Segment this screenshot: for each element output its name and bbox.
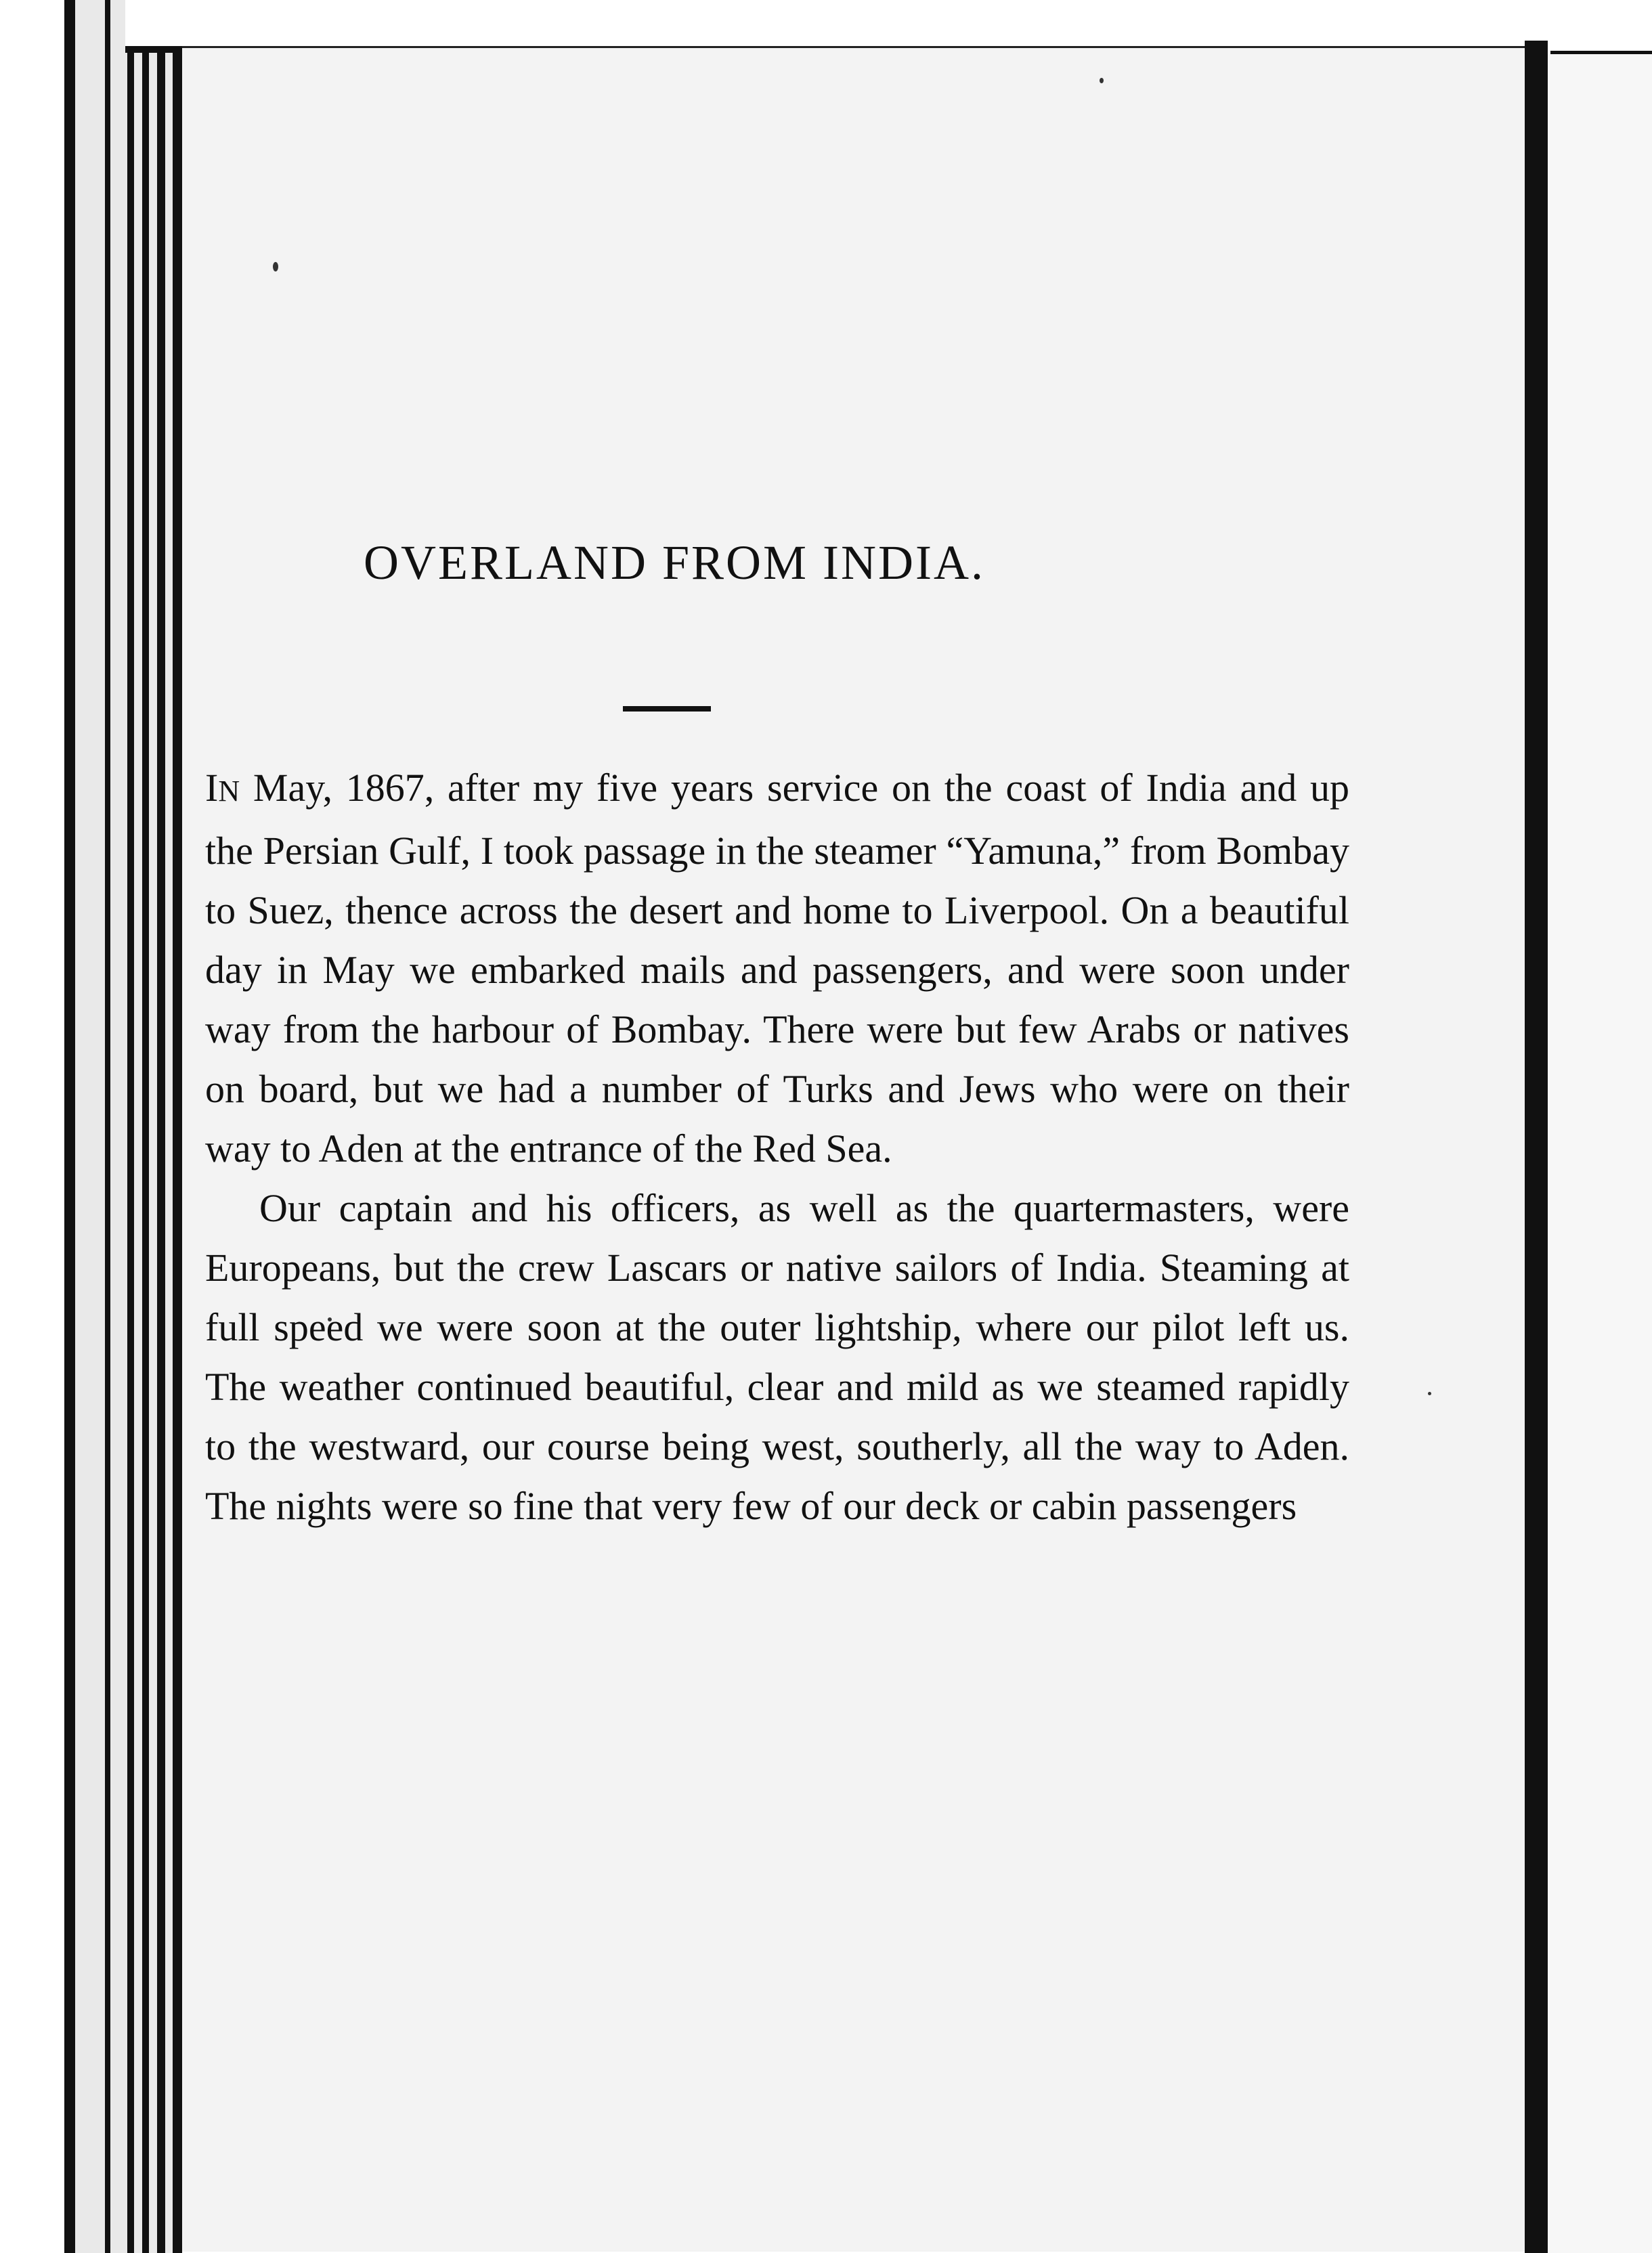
page-stack-gap — [149, 0, 157, 2253]
page-stack-gap — [110, 0, 127, 2253]
page-stack-line — [173, 30, 182, 2253]
page-stack-line — [157, 27, 165, 2253]
small-caps-letter: N — [218, 774, 240, 808]
page-title: OVERLAND FROM INDIA. — [364, 535, 985, 590]
scan-speck — [1428, 1392, 1431, 1395]
page-stack-line — [142, 27, 149, 2253]
page-right-edge — [1525, 41, 1548, 2253]
paragraph-1 — [205, 758, 1349, 1179]
page-stack-gap — [165, 0, 173, 2253]
body-text — [205, 758, 1349, 1536]
paragraph-2: Our captain and his officers, as well as the quartermasters, were Europeans, but the crew Lascars or native sailors of India. Steaming at full speed we were soon at the outer lightship, where our pilot left us. The weather continued beautiful, clear and mild as we steamed rapidly to the westward, our course being west, southerly, all the way to Aden. The nights were so fine that very few of our deck or cabin passengers — [205, 1186, 1349, 1528]
page-stack-line — [105, 0, 110, 2253]
drop-letter: I — [205, 766, 219, 810]
scan-speck — [273, 262, 278, 271]
page-stack-gap — [134, 0, 142, 2253]
scan-speck — [1100, 78, 1104, 83]
paragraph-1-text: May, 1867, after my five years service on the coast of India and up the Persian Gulf, I took passage in the steamer “Yamuna,” from Bombay to Suez, thence across the desert and home to Liverpool. On a beautiful day in May we embarked mails and passengers, and were soon under way from the harbour of Bombay. There were but few Arabs or natives on board, but we had a number of Turks and Jews who were on their way to Aden at the entrance of the Red Sea. — [205, 766, 1349, 1171]
page-stack-line — [64, 0, 75, 2253]
page-stack-gap — [75, 0, 105, 2253]
next-page-strip — [1548, 54, 1652, 2253]
top-margin — [125, 0, 1527, 53]
title-rule — [623, 706, 711, 712]
page-stack-line — [127, 27, 134, 2253]
